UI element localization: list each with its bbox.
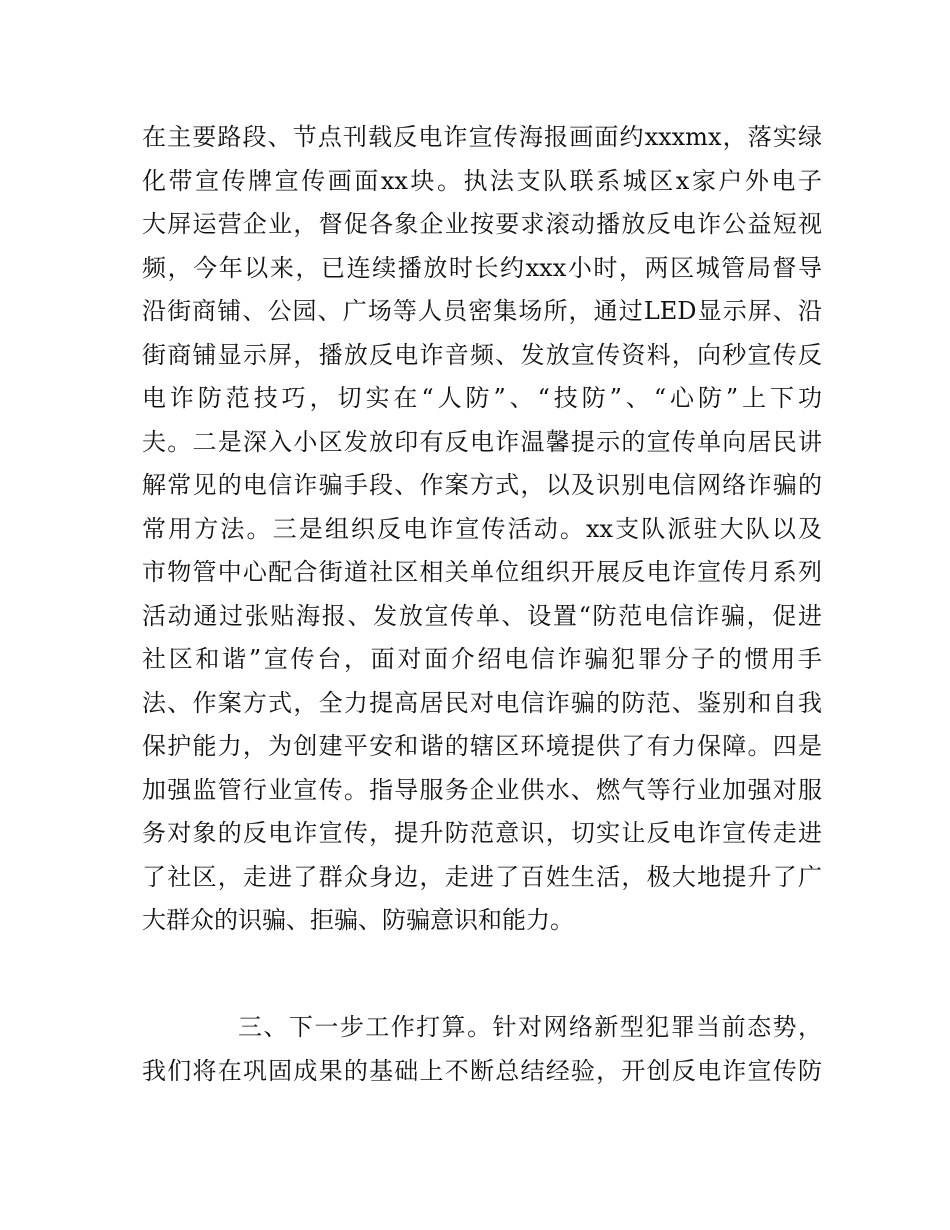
text-line: 街商铺显示屏，播放反电诈音频、发放宣传资料，向秒宣传反: [142, 340, 822, 369]
text-line: 社区和谐”宣传台，面对面介绍电信诈骗犯罪分子的惯用手: [142, 645, 822, 673]
text-line: 在主要路段、节点刊载反电诈宣传海报画面约xxxmx，落实绿: [142, 123, 822, 151]
text-line: 保护能力，为创建平安和谐的辖区环境提供了有力保障。四是: [142, 732, 822, 760]
text-line: 大屏运营企业，督促各象企业按要求滚动播放反电诈公益短视: [142, 210, 822, 238]
paragraph-publicity-measures: [142, 116, 822, 943]
text-line: 活动通过张贴海报、发放宣传单、设置“防范电信诈骗，促进: [142, 601, 822, 630]
text-line: 解常见的电信诈骗手段、作案方式，以及识别电信网络诈骗的: [142, 471, 822, 499]
text-line: 法、作案方式，全力提高居民对电信诈骗的防范、鉴别和自我: [142, 688, 822, 717]
text-line: 我们将在巩固成果的基础上不断总结经验，开创反电诈宣传防: [142, 1056, 822, 1085]
text-line: 夫。二是深入小区发放印有反电诈温馨提示的宣传单向居民讲: [142, 427, 822, 456]
text-line: 大群众的识骗、拒骗、防骗意识和能力。: [142, 906, 574, 934]
text-line: 频，今年以来，已连续播放时长约xxx小时，两区城管局督导: [142, 253, 822, 282]
text-line: 化带宣传牌宣传画面xx块。执法支队联系城区x家户外电子: [142, 166, 822, 195]
text-line: 了社区，走进了群众身边，走进了百姓生活，极大地提升了广: [142, 862, 822, 891]
text-line: 常用方法。三是组织反电诈宣传活动。xx支队派驻大队以及: [142, 514, 822, 543]
text-line: 加强监管行业宣传。指导服务企业供水、燃气等行业加强对服: [142, 775, 822, 804]
section-heading-line: 三、下一步工作打算。针对网络新型犯罪当前态势，: [238, 1013, 822, 1041]
paragraph-next-steps: [142, 1006, 822, 1093]
text-line: 电诈防范技巧，切实在“人防”、“技防”、“心防”上下功: [142, 384, 822, 412]
text-line: 务对象的反电诈宣传，提升防范意识，切实让反电诈宣传走进: [142, 819, 822, 847]
text-line: 市物管中心配合街道社区相关单位组织开展反电诈宣传月系列: [142, 558, 822, 586]
text-line: 沿街商铺、公园、广场等人员密集场所，通过LED显示屏、沿: [142, 297, 822, 325]
